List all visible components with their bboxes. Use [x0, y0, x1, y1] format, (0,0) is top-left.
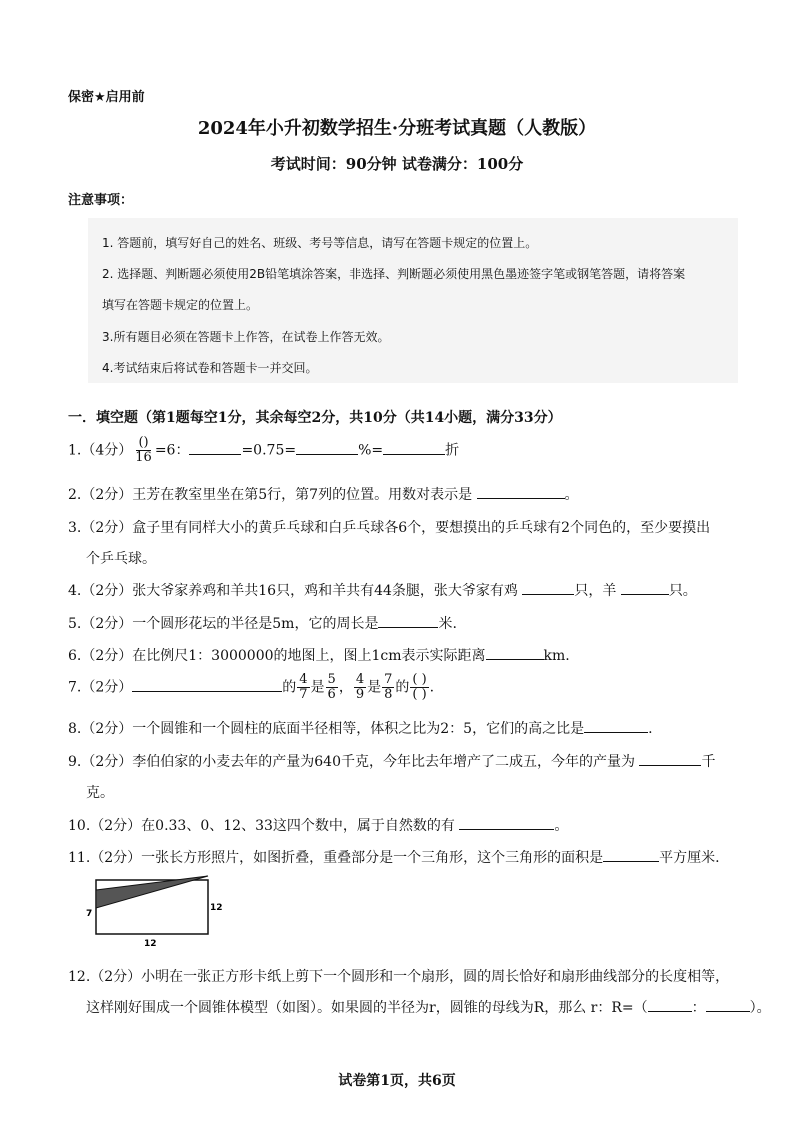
q7-text: ， — [338, 679, 353, 696]
answer-blank[interactable] — [584, 718, 648, 733]
q1-text: %= — [358, 442, 384, 459]
q7-answer-fraction[interactable] — [410, 673, 428, 702]
question-6 — [68, 645, 570, 665]
answer-blank[interactable] — [639, 751, 701, 766]
notice-box — [88, 218, 738, 383]
q12-end: ）。 — [749, 1000, 771, 1016]
question-1 — [68, 436, 459, 465]
confidential-label: 保密★启用前 — [68, 90, 145, 105]
question-2 — [68, 484, 579, 504]
fraction-numerator: 4 — [299, 672, 308, 687]
q9-end: 千 — [701, 754, 716, 770]
fraction-numerator: 5 — [327, 672, 336, 687]
folded-rectangle-figure — [80, 870, 230, 954]
q7-fraction — [297, 673, 309, 702]
q3-text: 个乒乓球。 — [86, 551, 156, 567]
q8-text: 8.（2分）一个圆锥和一个圆柱的底面半径相等，体积之比为2：5，它们的高之比是 — [68, 721, 585, 737]
q1-text: =0.75= — [241, 442, 297, 459]
fold-diagram — [80, 870, 230, 950]
answer-blank[interactable] — [189, 440, 241, 455]
notice-item: 1. 答题前，填写好自己的姓名、班级、考号等信息，请写在答题卡规定的位置上。 — [102, 236, 538, 250]
q1-text: 折 — [445, 442, 460, 459]
question-12: 12.（2分）小明在一张正方形卡纸上剪下一个圆形和一个扇形，圆的周长恰好和扇形曲线部分的长度相等， — [68, 969, 730, 985]
answer-blank[interactable] — [621, 580, 669, 595]
notice-heading: 注意事项： — [68, 193, 134, 208]
label-right: 12 — [210, 903, 223, 913]
q7-text: 的 — [395, 679, 410, 696]
q1-text: =6： — [154, 442, 190, 459]
answer-blank[interactable] — [648, 997, 692, 1012]
question-7 — [68, 673, 434, 702]
fraction-denominator: 7 — [299, 687, 308, 702]
q7-text: 是 — [310, 679, 325, 696]
q6-text: 6.（2分）在比例尺1：3000000的地图上，图上1cm表示实际距离 — [68, 648, 486, 664]
label-bottom: 12 — [144, 939, 157, 949]
fraction-denominator: 9 — [355, 687, 365, 702]
fraction-denominator: ( ) — [412, 687, 427, 702]
section-title: 一．填空题（第1题每空1分，其余每空2分，共10分（共14小题，满分33分） — [68, 410, 562, 426]
q4-end: 只。 — [668, 583, 697, 599]
answer-blank[interactable] — [132, 677, 282, 692]
question-3-cont — [86, 548, 156, 568]
answer-blank[interactable] — [383, 440, 445, 455]
q8-end: . — [648, 721, 653, 737]
notice-item: 4.考试结束后将试卷和答题卡一并交回。 — [102, 361, 318, 375]
q7-text: . — [429, 679, 435, 696]
question-9-cont: 克。 — [86, 785, 114, 801]
q1-fraction — [133, 436, 154, 465]
page-title: 2024年小升初数学招生·分班考试真题（人教版） — [197, 118, 597, 139]
question-3: 3.（2分）盒子里有同样大小的黄乒乓球和白乒乓球各6个，要想摸出的乒乓球有2个同色的，至少要摸出 — [68, 520, 711, 536]
fraction-numerator: ( ) — [412, 672, 427, 687]
answer-blank[interactable] — [459, 815, 554, 830]
q7-text: 是 — [367, 679, 382, 696]
q2-end: 。 — [564, 487, 579, 503]
q7-text: 的 — [282, 679, 297, 696]
q1-prefix: 1.（4分） — [68, 442, 133, 459]
q6-end: km. — [543, 648, 570, 664]
page-footer: 试卷第1页，共6页 — [338, 1073, 456, 1089]
answer-blank[interactable] — [477, 484, 565, 499]
overlap-triangle — [96, 876, 208, 908]
q12-text: 这样刚好围成一个圆锥体模型（如图）。如果圆的半径为r，圆锥的母线为R，那么 r：R=（ — [86, 1000, 648, 1016]
q12-sep: ： — [691, 1000, 706, 1016]
notice-item: 2. 选择题、判断题必须使用2B铅笔填涂答案，非选择、判断题必须使用黑色墨迹签字笔或钢笔答题，请将答案 — [102, 267, 686, 281]
fraction-denominator: 6 — [327, 687, 336, 702]
answer-blank[interactable] — [603, 847, 659, 862]
fraction-denominator: 16 — [135, 450, 152, 465]
label-left: 7 — [86, 909, 93, 919]
question-9 — [68, 751, 715, 771]
fraction-numerator: 7 — [384, 672, 393, 687]
question-11 — [68, 847, 720, 867]
q11-end: 平方厘米. — [659, 850, 720, 866]
q7-fraction — [354, 673, 366, 702]
q5-end: 米. — [438, 616, 457, 632]
question-12-cont — [86, 997, 771, 1017]
fraction-denominator: 8 — [384, 687, 393, 702]
q7-fraction — [326, 673, 338, 702]
question-8 — [68, 718, 653, 738]
q10-text: 10.（2分）在0.33、0、12、33这四个数中，属于自然数的有 — [68, 818, 455, 834]
answer-blank[interactable] — [378, 613, 438, 628]
notice-item: 填写在答题卡规定的位置上。 — [102, 298, 259, 312]
fraction-numerator: () — [138, 435, 149, 450]
q4-text: 4.（2分）张大爷家养鸡和羊共16只，鸡和羊共有44条腿，张大爷家有鸡 — [68, 583, 518, 599]
notice-item: 3.所有题目必须在答题卡上作答，在试卷上作答无效。 — [102, 330, 390, 344]
question-5 — [68, 613, 457, 633]
q10-end: 。 — [554, 818, 569, 834]
q7-fraction — [382, 673, 394, 702]
q2-text: 2.（2分）王芳在教室里坐在第5行，第7列的位置。用数对表示是 — [68, 487, 473, 503]
q5-text: 5.（2分）一个圆形花坛的半径是5m，它的周长是 — [68, 616, 379, 632]
answer-blank[interactable] — [522, 580, 574, 595]
fraction-numerator: 4 — [355, 672, 365, 687]
exam-info: 考试时间：90分钟 试卷满分：100分 — [270, 155, 524, 173]
answer-blank[interactable] — [706, 997, 750, 1012]
answer-blank[interactable] — [296, 440, 358, 455]
q9-text: 9.（2分）李伯伯家的小麦去年的产量为640千克，今年比去年增产了二成五，今年的产量为 — [68, 754, 635, 770]
q11-text: 11.（2分）一张长方形照片，如图折叠，重叠部分是一个三角形，这个三角形的面积是 — [68, 850, 604, 866]
q7-prefix: 7.（2分） — [68, 679, 133, 696]
question-10 — [68, 815, 568, 835]
answer-blank[interactable] — [486, 645, 544, 660]
question-4 — [68, 580, 697, 600]
q4-mid: 只，羊 — [574, 583, 617, 599]
